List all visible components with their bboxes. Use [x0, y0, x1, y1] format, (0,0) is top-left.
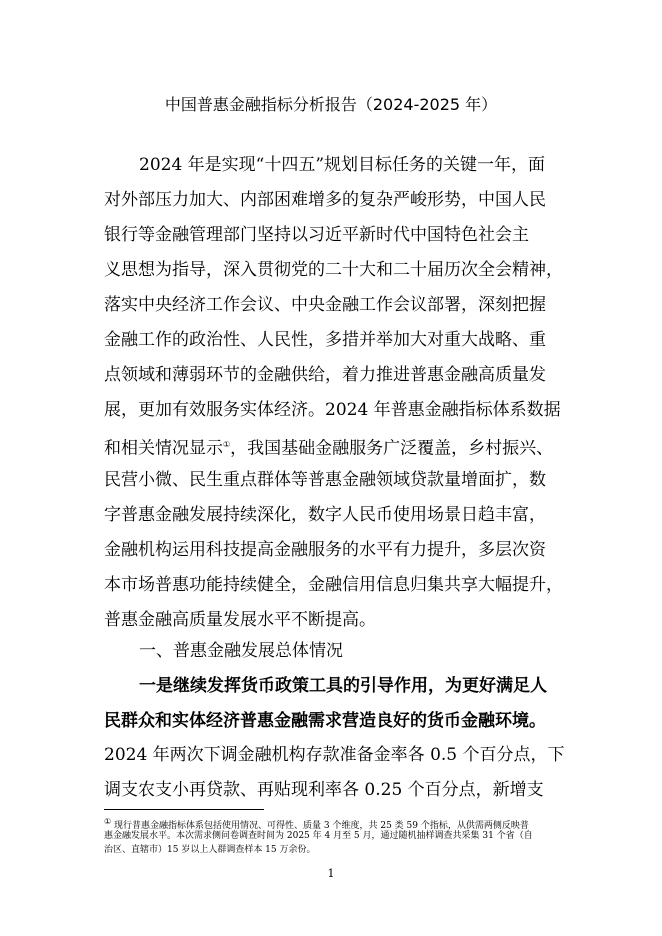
paragraph-line: 2024 年是实现“十四五”规划目标任务的关键一年，面: [139, 155, 546, 175]
paragraph-line: 金融机构运用科技提高金融服务的水平有力提升，多层次资: [104, 540, 546, 560]
paragraph-line: 字普惠金融发展持续深化，数字人民币使用场景日趋丰富，: [104, 505, 546, 525]
paragraph-line: 点领域和薄弱环节的金融供给，着力推进普惠金融高质量发: [104, 365, 546, 385]
footnote-divider: [104, 809, 264, 810]
footnote-line: 治区、直辖市）15 岁以上人群调查样本 15 万余份。: [104, 845, 316, 855]
paragraph-line: 民营小微、民生重点群体等普惠金融领域贷款量增面扩，数: [104, 470, 546, 490]
paragraph-text: ，我国基础金融服务广泛覆盖，乡村振兴、: [230, 438, 554, 459]
paragraph-line: 义思想为指导，深入贯彻党的二十大和二十届历次全会精神，: [104, 260, 563, 280]
footnote-reference[interactable]: ①: [223, 440, 231, 449]
footnote-mark: ①: [104, 817, 112, 826]
paragraph-line: 对外部压力加大、内部困难增多的复杂严峻形势，中国人民: [104, 190, 546, 210]
document-title: 中国普惠金融指标分析报告（2024-2025 年）: [164, 95, 498, 114]
paragraph-line: [104, 435, 564, 459]
paragraph-text: 和相关情况显示: [104, 438, 223, 459]
paragraph-line: 调支农支小再贷款、再贴现利率各 0.25 个百分点，新增支: [104, 780, 544, 800]
footnote-text: 现行普惠金融指标体系包括使用情况、可得性、质量 3 个维度，共 25 类 59 个指标，从供需两侧反映普: [114, 821, 529, 831]
section-heading: 一、普惠金融发展总体情况: [139, 641, 343, 661]
paragraph-line: 展，更加有效服务实体经济。2024 年普惠金融指标体系数据: [104, 400, 561, 420]
footnote-line: 惠金融发展水平。本次需求侧问卷调查时间为 2025 年 4 月至 5 月，通过随机抽样调查共采集 31 个省（自: [104, 831, 533, 841]
paragraph-line: 本市场普惠功能持续健全，金融信用信息归集共享大幅提升，: [104, 575, 563, 595]
page-number: 1: [327, 867, 335, 880]
bold-paragraph-line: 一是继续发挥货币政策工具的引导作用，为更好满足人: [139, 676, 547, 696]
paragraph-line: 普惠金融高质量发展水平不断提高。: [104, 610, 376, 630]
paragraph-line: 金融工作的政治性、人民性，多措并举加大对重大战略、重: [104, 330, 546, 350]
paragraph-line: 银行等金融管理部门坚持以习近平新时代中国特色社会主: [104, 225, 529, 245]
paragraph-line: 落实中央经济工作会议、中央金融工作会议部署，深刻把握: [104, 295, 546, 315]
paragraph-line: 2024 年两次下调金融机构存款准备金率各 0.5 个百分点，下: [104, 745, 565, 765]
bold-paragraph-line: 民群众和实体经济普惠金融需求营造良好的货币金融环境。: [104, 711, 546, 731]
